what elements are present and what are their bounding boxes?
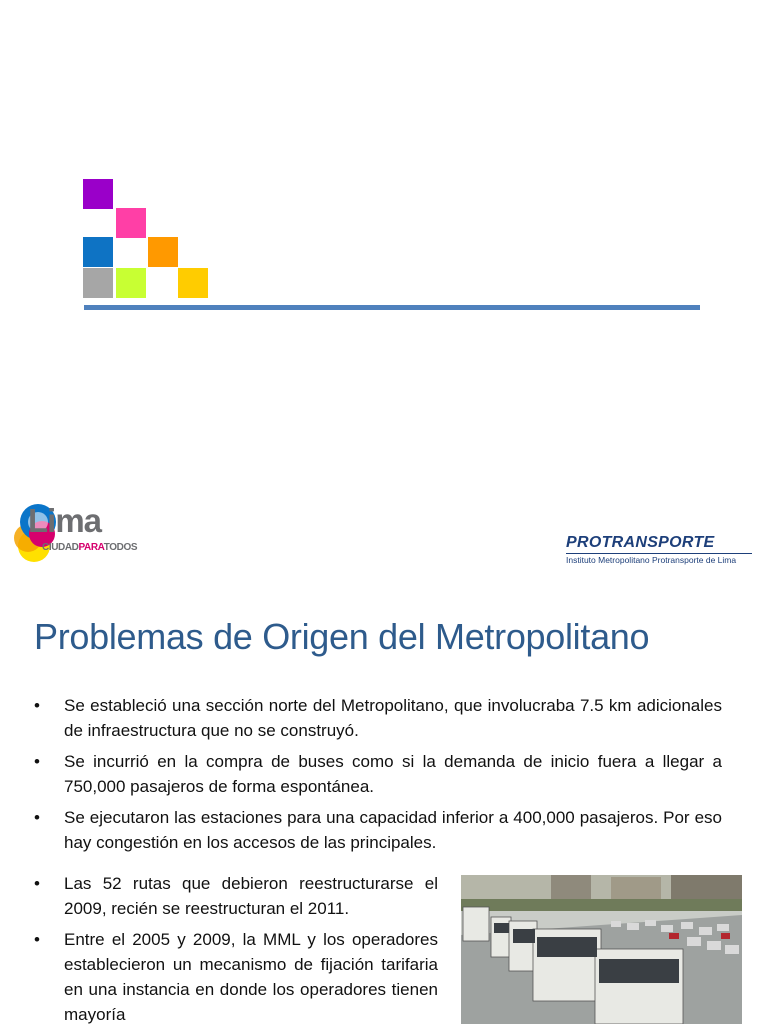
- bullet-list-top: [34, 693, 722, 861]
- bus-traffic-photo: [461, 875, 742, 1024]
- bullet-dot: •: [34, 752, 40, 771]
- deco-square-blue: [83, 237, 113, 267]
- bullet-dot: •: [34, 930, 40, 949]
- bullet-dot: •: [34, 874, 40, 893]
- deco-square-yellow: [178, 268, 208, 298]
- lima-logo-tagline: CIUDADPARATODOS: [42, 542, 138, 553]
- lima-logo-wordmark: Lima: [28, 502, 102, 539]
- deco-square-lime: [116, 268, 146, 298]
- slide-title: Problemas de Origen del Metropolitano: [34, 616, 650, 657]
- bullet-dot: •: [34, 808, 40, 827]
- protransporte-name: PROTRANSPORTE: [566, 534, 752, 554]
- bullet-dot: •: [34, 696, 40, 715]
- deco-square-gray: [83, 268, 113, 298]
- bullet-item: • Se ejecutaron las estaciones para una capacidad inferior a 400,000 pasajeros. Por eso hay congestión en los accesos de las principales.: [34, 805, 722, 855]
- protransporte-subtitle: Instituto Metropolitano Protransporte de Lima: [566, 555, 737, 565]
- bullet-list-bottom: [34, 871, 438, 1033]
- protransporte-logo: [566, 534, 752, 565]
- deco-square-purple: [83, 179, 113, 209]
- deco-square-orange: [148, 237, 178, 267]
- bullet-item: • Entre el 2005 y 2009, la MML y los operadores establecieron un mecanismo de fijación tarifaria en una instancia en donde los operadores tienen mayoría: [34, 927, 438, 1027]
- bullet-item: • Se incurrió en la compra de buses como si la demanda de inicio fuera a llegar a 750,000 pasajeros de forma espontánea.: [34, 749, 722, 799]
- bullet-item: • Las 52 rutas que debieron reestructurarse el 2009, recién se reestructuran el 2011.: [34, 871, 438, 921]
- deco-square-pink: [116, 208, 146, 238]
- horizontal-rule: [84, 305, 700, 310]
- bullet-item: • Se estableció una sección norte del Metropolitano, que involucraba 7.5 km adicionales de infraestructura que no se construyó.: [34, 693, 722, 743]
